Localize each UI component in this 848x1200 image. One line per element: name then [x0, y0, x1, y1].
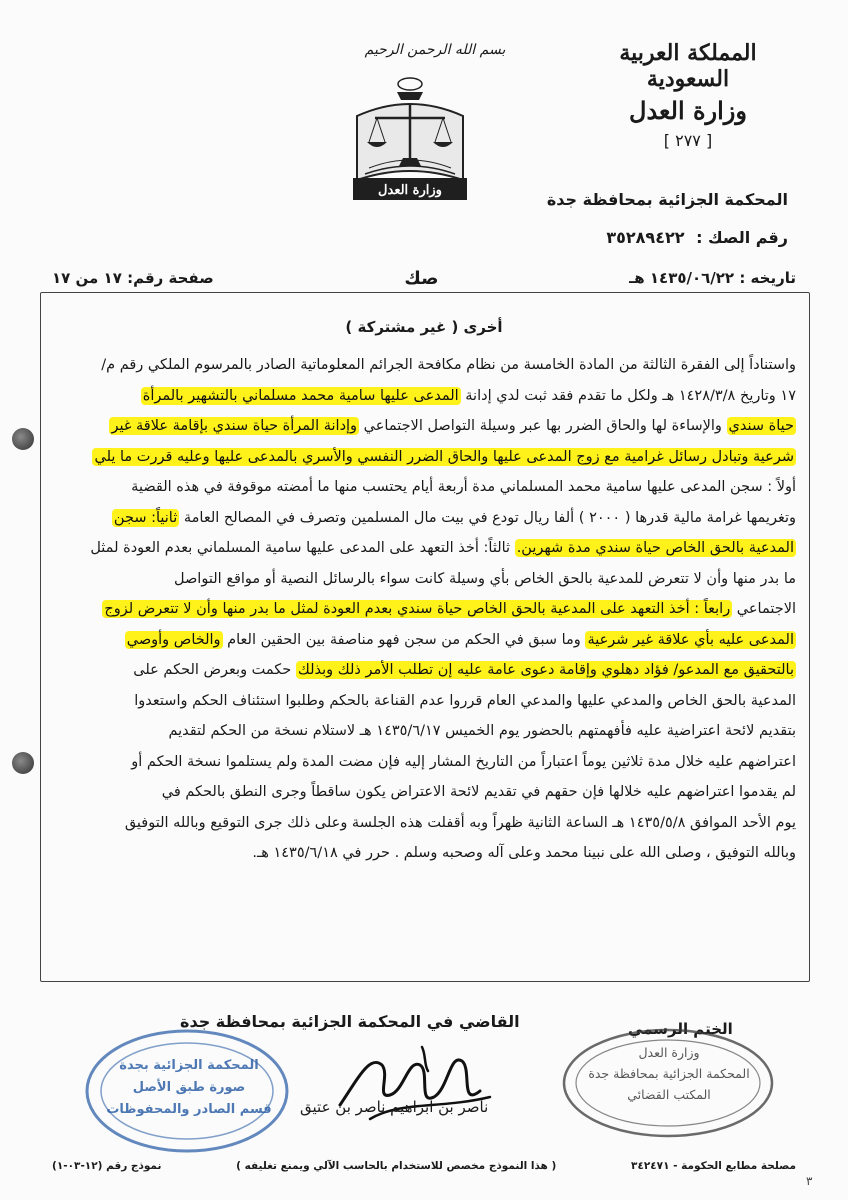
ministry-name: وزارة العدل: [629, 96, 747, 125]
ministry-emblem: [347, 70, 473, 202]
judgment-line: [52, 808, 796, 839]
judgment-line: [52, 472, 796, 503]
judgment-text: [52, 350, 796, 869]
judge-title: القاضي في المحكمة الجزائية بمحافظة جدة: [180, 1012, 520, 1031]
form-number: نموذج رقم (١٢-٠٣-١): [52, 1160, 162, 1172]
basmala: بسم الله الرحمن الرحيم: [364, 42, 506, 58]
date-label: تاريخه :: [739, 269, 796, 287]
form-footer: [52, 1160, 796, 1172]
judgment-text-span: واستناداً إلى الفقرة الثالثة من المادة الخامسة من نظام مكافحة الجرائم المعلوماتية الصادر بالمرسوم الملكي رقم م/: [101, 357, 796, 373]
judgment-line: [52, 381, 796, 412]
judgment-text-span: لم يقدموا اعتراضهم عليه خلالها فإن حقهم في تقديم لائحة الاعتراض يكون ساقطاً وجرى النطق بالحكم في: [161, 784, 796, 800]
court-copy-stamp-text: [104, 1055, 274, 1121]
stamp-line: وزارة العدل: [638, 1045, 700, 1060]
judgment-text-span: ثالثاً: أخذ التعهد على المدعى عليها سامية المسلماني بعدم العودة لمثل: [90, 540, 515, 556]
judgment-text-span: ما بدر منها وأن لا تتعرض للمدعية بالحق الخاص بأي وسيلة كانت سواء بالرسائل النصية أو مواقع التواصل: [174, 570, 796, 587]
judgment-text-span: أولاً : سجن المدعى عليها سامية محمد المسلماني مدة أربعة أيام يحتسب منها ما أمضته موقوفة في هذه القضية: [131, 479, 796, 495]
kingdom-name: المملكة العربية السعودية: [619, 40, 757, 92]
judgment-text-span: وبالله التوفيق ، وصلى الله على نبينا محمد وعلى آله وصحبه وسلم . حرر في ١٤٣٥/٦/١٨ هـ.: [252, 845, 796, 861]
highlighted-text: بالتحقيق مع المدعو/ فؤاد دهلوي وإقامة دعوى عامة عليه إن تطلب الأمر ذلك وبذلك: [297, 662, 794, 678]
highlighted-text: ثانياً: سجن: [113, 509, 178, 526]
judgment-line: [52, 625, 796, 656]
judge-name: ناصر بن ابراهيم ناصر بن عتيق: [300, 1098, 489, 1116]
judgment-line: [52, 777, 796, 808]
judgment-line: [52, 564, 796, 595]
judgment-text-span: ١٧ وتاريخ ١٤٢٨/٣/٨ هـ ولكل ما تقدم فقد ثبت لدي إدانة: [460, 387, 796, 404]
judgment-line: [52, 686, 796, 717]
judgment-text-span: يوم الأحد الموافق ١٤٣٥/٥/٨ هـ الساعة الثانية ظهراً وبه أقفلت هذه الجلسة وعلى ذلك جرى التوقيع وبالله التوفيق: [124, 814, 796, 831]
judgment-line: [52, 503, 796, 534]
judgment-line: [52, 411, 796, 442]
judgment-line: [52, 838, 796, 869]
judgment-line: [52, 442, 796, 473]
stamp-line: المحكمة الجزائية بمحافظة جدة: [588, 1066, 750, 1081]
highlighted-text: رابعاً : أخذ التعهد على المدعية بالحق الخاص حياة سندي بعدم العودة لمثل ما بدر منها وأن لا تتعرض لزوج: [104, 601, 731, 617]
highlighted-text: المدعى عليها سامية محمد مسلماني بالتشهير بالمرأة: [142, 387, 459, 404]
judgment-text-span: الاجتماعي: [732, 601, 796, 617]
judgment-text-span: اعتراضهم عليه خلال مدة ثلاثين يوماً اعتباراً من التاريخ المشار إليه فإن مضت المدة ولم يستلموا نسخة الحكم أو: [131, 753, 796, 770]
instrument-number: [606, 228, 788, 247]
highlighted-text: المدعية بالحق الخاص حياة سندي مدة شهرين.: [516, 540, 794, 556]
ministry-code: [ ٢٧٧ ]: [663, 131, 713, 150]
judgment-text-span: والإساءة لها والحاق الضرر بها عبر وسيلة التواصل الاجتماعي: [359, 418, 727, 434]
usage-note: ( هذا النموذج مخصص للاستخدام بالحاسب الآلي ويمنع تغليفه ): [236, 1160, 557, 1172]
case-subtitle: أخرى ( غير مشتركة ): [345, 318, 503, 336]
official-seal-text: [574, 1042, 764, 1105]
date-value: ١٤٣٥/٠٦/٢٢ هـ: [629, 269, 735, 287]
stamp-line: صورة طبق الأصل: [132, 1080, 246, 1095]
printer-info: مصلحة مطابع الحكومة - ٣٤٢٤٧١: [631, 1160, 796, 1172]
judgment-line: [52, 533, 796, 564]
judgment-text-span: حكمت وبعرض الحكم على: [133, 662, 296, 678]
judgment-text-span: المدعية بالحق الخاص والمدعي عليها والمدعي العام قرروا عدم القناعة بالحكم وطلبوا استئناف الحكم واستعدوا: [134, 692, 796, 709]
court-name: المحكمة الجزائية بمحافظة جدة: [546, 190, 788, 209]
judgment-text-span: بتقديم لائحة اعتراضية عليه فأفهمتهم بالحضور يوم الخميس ١٤٣٥/٦/١٧ هـ لاستلام نسخة من الحكم لتقديم: [168, 723, 796, 739]
judgment-text-span: وتغريمها غرامة مالية قدرها ( ٢٠٠٠ ) ألفا ريال تودع في بيت مال المسلمين وتصرف في المصالح العامة: [179, 509, 796, 526]
page-info: صفحة رقم: ١٧ من ١٧: [52, 269, 214, 287]
judgment-text-span: وما سبق في الحكم من سجن فهو مناصفة بين الحقين العام: [222, 631, 586, 648]
stamp-line: قسم الصادر والمحفوظات: [106, 1102, 272, 1117]
official-seal-label: الختم الرسمي: [628, 1020, 733, 1038]
document-title: صك: [404, 267, 439, 289]
document-meta-row: [52, 266, 796, 290]
judgment-line: [52, 655, 796, 686]
judgment-line: [52, 350, 796, 381]
highlighted-text: والخاص وأوصي: [126, 631, 221, 648]
instrument-number-value: ٣٥٢٨٩٤٢٢: [606, 228, 685, 247]
punch-hole: [12, 428, 34, 450]
document-date: [629, 269, 796, 287]
judgment-line: [52, 594, 796, 625]
highlighted-text: شرعية وتبادل رسائل غرامية مع زوج المدعى عليها والحاق الضرر النفسي والأسري بالمدعى عليها وعليه قررت ما يلي: [94, 448, 794, 465]
stamp-line: المكتب القضائي: [627, 1087, 711, 1102]
emblem-label: وزارة العدل: [378, 183, 442, 198]
stamp-line: المحكمة الجزائية بجدة: [119, 1058, 259, 1073]
page-mark: ٣: [806, 1174, 813, 1188]
highlighted-text: المدعى عليه بأي علاقة غير شرعية: [587, 631, 794, 648]
judgment-line: [52, 716, 796, 747]
ministry-header: [588, 40, 788, 150]
instrument-number-label: رقم الصك :: [696, 228, 788, 247]
judgment-line: [52, 747, 796, 778]
highlighted-text: حياة سندي: [728, 418, 794, 434]
punch-hole: [12, 752, 34, 774]
highlighted-text: وإدانة المرأة حياة سندي بإقامة علاقة غير: [111, 418, 358, 434]
